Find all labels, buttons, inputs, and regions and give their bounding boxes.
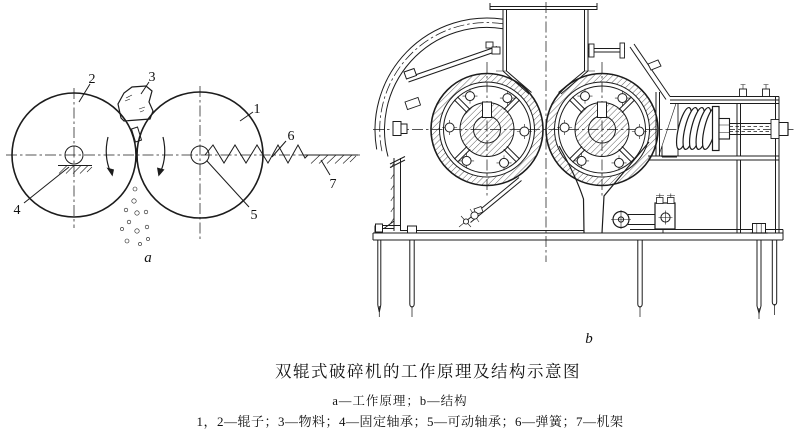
spring-plate (713, 107, 720, 151)
spring-symbol (205, 145, 308, 163)
adjust-nut (719, 119, 730, 140)
callout-2: 2 (88, 72, 96, 87)
caption-subtitle: a—工作原理；b—结构 (332, 394, 468, 408)
frame-left-wall (375, 157, 405, 233)
base-plate (373, 230, 783, 241)
guard-side-bolt (393, 122, 407, 136)
nip-fragment (132, 127, 142, 142)
anchor-bolts (376, 224, 777, 322)
linkage (611, 194, 675, 234)
sublabel-a: a (144, 250, 152, 266)
callout-1: 1 (253, 102, 261, 117)
callout-5: 5 (250, 208, 258, 223)
callout-7: 7 (329, 177, 337, 192)
caption-title: 双辊式破碎机的工作原理及结构示意图 (275, 362, 581, 381)
diagram-b (373, 2, 795, 347)
rod-end-bolt (779, 123, 788, 136)
falling-particles (120, 187, 149, 246)
caption-legend: 1，2—辊子；3—物料；4—固定轴承；5—可动轴承；6—弹簧；7—机架 (196, 414, 624, 429)
callout-6: 6 (287, 129, 295, 144)
adjust-rod (730, 124, 772, 135)
callout-4: 4 (13, 203, 21, 218)
diagram-a (6, 70, 360, 266)
rotation-arrow-left (106, 137, 114, 177)
frame-ground-symbol (305, 155, 358, 164)
callout-3: 3 (148, 70, 156, 85)
leader-lines-a (24, 82, 330, 207)
body-right-wall (656, 92, 677, 157)
rotation-arrow-right (157, 137, 165, 177)
sublabel-b: b (585, 331, 593, 347)
material-rock (118, 86, 153, 121)
